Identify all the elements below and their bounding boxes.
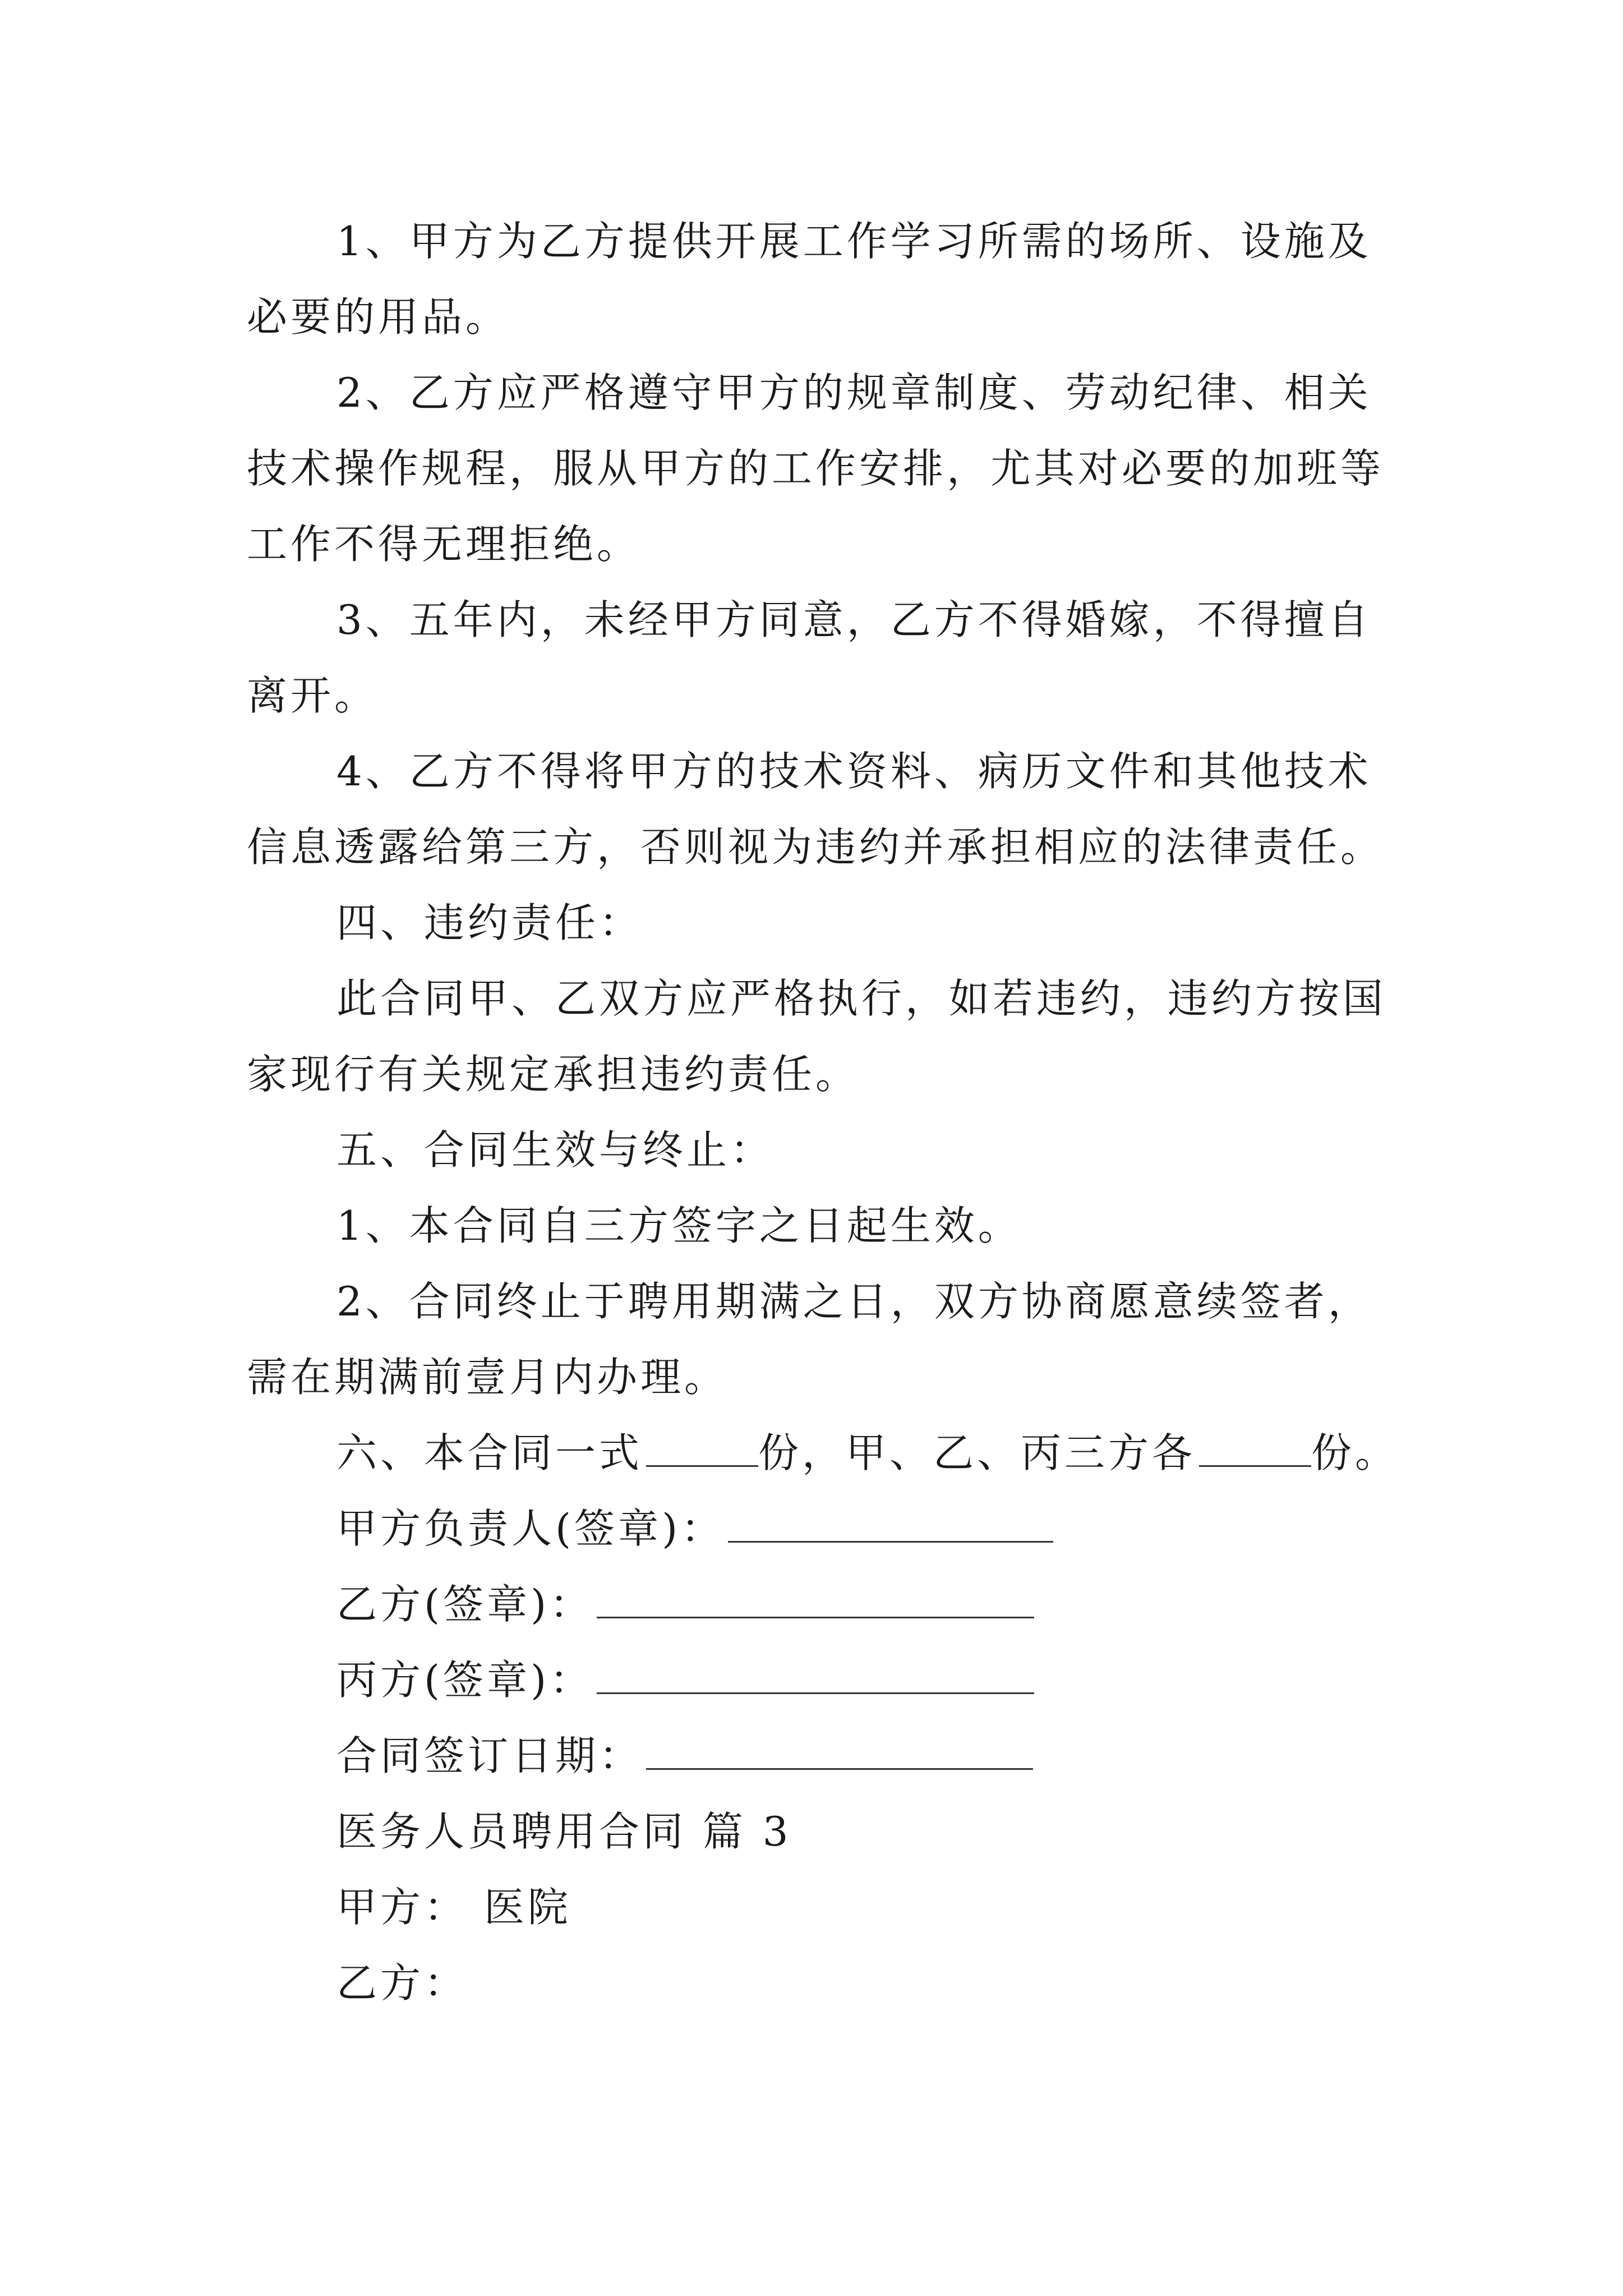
signature-label: 甲方负责人(签章)： [336, 1505, 725, 1552]
signature-line-party-a [336, 1501, 1053, 1557]
section-heading: 四、违约责任： [336, 899, 643, 946]
signature-line-party-c [336, 1652, 1034, 1708]
party-b-label: 乙方： [336, 1959, 468, 2007]
copies-count-blank [646, 1426, 758, 1467]
signature-label: 合同签订日期： [336, 1732, 643, 1779]
signature-line-date [336, 1728, 1033, 1784]
copies-each-blank [1199, 1426, 1311, 1467]
signature-line-party-b [336, 1576, 1034, 1632]
copies-text: 份，甲、乙、丙三方各 [758, 1429, 1196, 1476]
text-line: 离开。 [247, 672, 379, 719]
text-line: 1、本合同自三方签字之日起生效。 [336, 1202, 1022, 1249]
date-blank [646, 1729, 1033, 1770]
signature-label: 乙方(签章)： [336, 1581, 594, 1628]
section-title: 医务人员聘用合同 篇 3 [336, 1808, 792, 1855]
signature-label: 丙方(签章)： [336, 1657, 594, 1704]
copies-text: 六、本合同一式 [336, 1429, 643, 1476]
copies-text: 份。 [1311, 1429, 1399, 1476]
copies-line [336, 1425, 1399, 1481]
text-line: 需在期满前壹月内办理。 [247, 1354, 728, 1401]
text-line: 2、合同终止于聘用期满之日，双方协商愿意续签者， [336, 1278, 1372, 1325]
text-line: 1、甲方为乙方提供开展工作学习所需的场所、设施及 [336, 218, 1372, 265]
text-line: 4、乙方不得将甲方的技术资料、病历文件和其他技术 [336, 748, 1372, 795]
text-line: 必要的用品。 [247, 293, 510, 341]
text-line: 工作不得无理拒绝。 [247, 521, 641, 568]
text-line: 2、乙方应严格遵守甲方的规章制度、劳动纪律、相关 [336, 369, 1372, 416]
text-line: 技术操作规程，服从甲方的工作安排，尤其对必要的加班等 [247, 445, 1385, 492]
text-line: 3、五年内，未经甲方同意，乙方不得婚嫁，不得擅自 [336, 596, 1372, 643]
signature-blank [597, 1653, 1034, 1694]
section-heading: 五、合同生效与终止： [336, 1126, 774, 1174]
text-line: 家现行有关规定承担违约责任。 [247, 1051, 860, 1098]
signature-blank [597, 1577, 1034, 1618]
text-line: 此合同甲、乙双方应严格执行，如若违约，违约方按国 [336, 975, 1387, 1022]
signature-blank [728, 1502, 1053, 1543]
text-line: 信息透露给第三方，否则视为违约并承担相应的法律责任。 [247, 823, 1385, 871]
party-a-label: 甲方： 医院 [336, 1884, 571, 1931]
